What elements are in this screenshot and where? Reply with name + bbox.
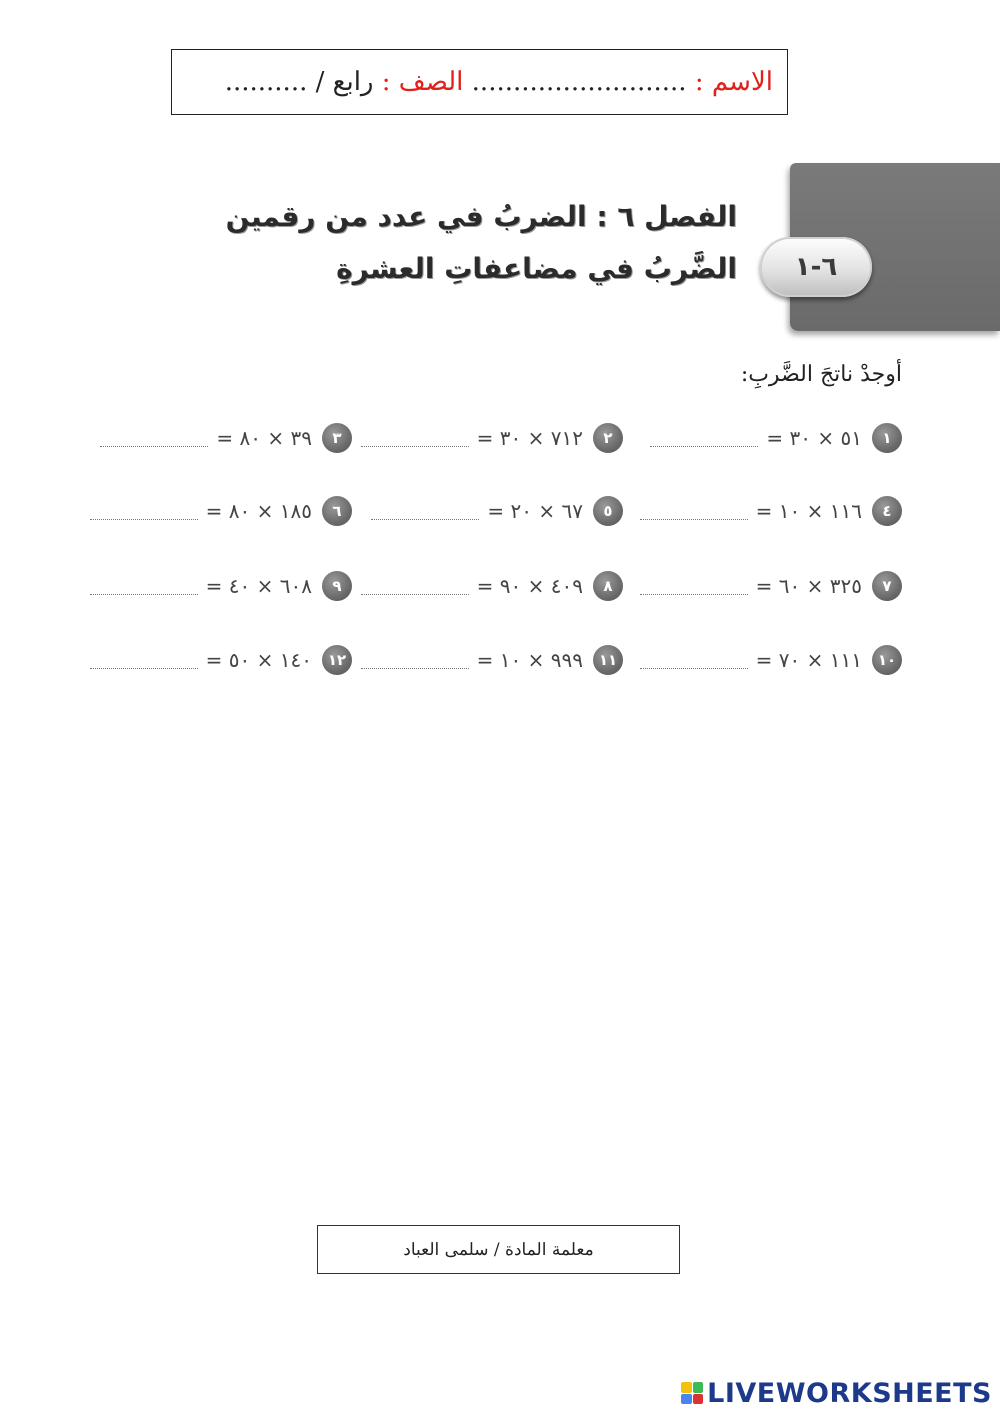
problem-expression: ٣٩ × ٨٠ =: [216, 426, 312, 450]
teacher-name: معلمة المادة / سلمى العباد: [403, 1239, 594, 1260]
problem-expression: ٤٠٩ × ٩٠ =: [476, 574, 583, 598]
chapter-title: الفصل ٦ : الضربُ في عدد من رقمين: [225, 200, 737, 233]
problem-expression: ١٤٠ × ٥٠ =: [205, 648, 312, 672]
problem-expression: ٦٠٨ × ٤٠ =: [205, 574, 312, 598]
liveworksheets-logo-icon: [681, 1382, 703, 1404]
problem-number: ١٢: [322, 645, 352, 675]
name-field[interactable]: ..........................: [471, 67, 695, 97]
class-label: الصف :: [381, 67, 472, 97]
problem-number: ٥: [593, 496, 623, 526]
lesson-title: الضَّربُ في مضاعفاتِ العشرةِ: [336, 252, 737, 285]
answer-field[interactable]: [371, 503, 479, 520]
answer-field[interactable]: [361, 578, 469, 595]
problem-item: [361, 419, 623, 457]
problem-expression: ١٨٥ × ٨٠ =: [205, 499, 312, 523]
teacher-name-box: [317, 1225, 680, 1274]
answer-field[interactable]: [640, 652, 748, 669]
brand-watermark: [681, 1376, 992, 1410]
answer-field[interactable]: [100, 430, 208, 447]
answer-field[interactable]: [90, 578, 198, 595]
brand-text: LIVEWORKSHEETS: [707, 1377, 992, 1409]
problem-item: [90, 492, 352, 530]
problem-item: [640, 567, 902, 605]
problem-number: ٩: [322, 571, 352, 601]
problem-expression: ٦٧ × ٢٠ =: [487, 499, 583, 523]
answer-field[interactable]: [90, 652, 198, 669]
problem-number: ٢: [593, 423, 623, 453]
lesson-number-badge: ٦-١: [760, 237, 872, 297]
answer-field[interactable]: [640, 503, 748, 520]
problem-item: [640, 492, 902, 530]
problem-item: [361, 641, 623, 679]
problem-item: [90, 567, 352, 605]
problem-item: [361, 567, 623, 605]
answer-field[interactable]: [361, 430, 469, 447]
answer-field[interactable]: [650, 430, 758, 447]
problem-item: [640, 641, 902, 679]
problem-number: ١١: [593, 645, 623, 675]
problem-expression: ٣٢٥ × ٦٠ =: [755, 574, 862, 598]
answer-field[interactable]: [90, 503, 198, 520]
problem-expression: ١١١ × ٧٠ =: [755, 648, 862, 672]
problem-number: ٤: [872, 496, 902, 526]
instruction-text: أوجدْ ناتجَ الضَّربِ:: [740, 362, 902, 387]
name-label: الاسم :: [694, 67, 773, 97]
problem-expression: ٥١ × ٣٠ =: [766, 426, 862, 450]
problem-expression: ٧١٢ × ٣٠ =: [476, 426, 583, 450]
problem-number: ١: [872, 423, 902, 453]
answer-field[interactable]: [640, 578, 748, 595]
problem-number: ٧: [872, 571, 902, 601]
student-info-box: [171, 49, 788, 115]
problem-number: ٣: [322, 423, 352, 453]
problem-expression: ١١٦ × ١٠ =: [755, 499, 862, 523]
answer-field[interactable]: [361, 652, 469, 669]
problem-number: ٦: [322, 496, 352, 526]
problem-item: [100, 419, 352, 457]
problem-expression: ٩٩٩ × ١٠ =: [476, 648, 583, 672]
problem-number: ١٠: [872, 645, 902, 675]
class-field[interactable]: رابع / ..........: [224, 67, 382, 97]
problem-item: [371, 492, 623, 530]
problem-item: [650, 419, 902, 457]
problem-item: [90, 641, 352, 679]
problem-number: ٨: [593, 571, 623, 601]
